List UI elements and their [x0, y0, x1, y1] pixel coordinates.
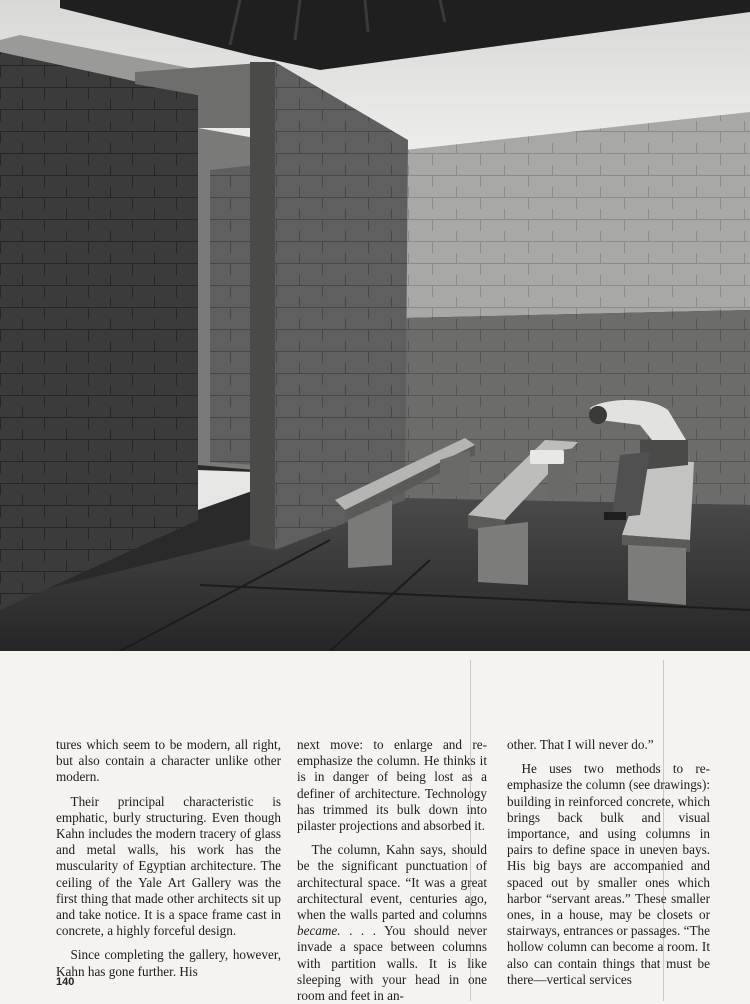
paragraph: Their principal characteristic is emphatic, burly structuring. Even though Kahn includes the modern tracery of glass and metal walls, his work has the muscularity of Egyptian architecture. The ceiling of the Yale Art Gallery was the first thing that made other architects sit up and take notice. It is a space frame cast in concrete, a highly forceful design.: [56, 793, 281, 939]
text-column-3: [507, 737, 710, 988]
text-column-2: [297, 737, 487, 1004]
page-number: 140: [56, 976, 75, 988]
paragraph-text: . . . You should never invade a space between columns with partition walls. It is like sleeping with your head in one room and feet in an-: [297, 923, 487, 1004]
paragraph: tures which seem to be modern, all right, but also contain a character unlike other modern.: [56, 737, 281, 785]
text-column-1: [56, 737, 281, 980]
paragraph-text: The column, Kahn says, should be the significant punctuation of architectural space. “It was a great architectural event, centuries ago, when the walls parted and columns: [297, 842, 487, 923]
emphasis-text: became.: [297, 923, 341, 939]
paragraph: next move: to enlarge and re-emphasize the column. He thinks it is in danger of being lost as a definer of architecture. Technology has trimmed its bulk down into pilaster projections and absorbed it.: [297, 737, 487, 834]
paragraph: He uses two methods to re-emphasize the column (see drawings): building in reinforced concrete, which brings back bulk and visual importance, and using columns in pairs to define space in uneven bays. His big bays are accompanied and spaced out by smaller ones which harbor “servant areas.” These smaller ones, in a house, may be closets or stairways, entrances or passages. “The hollow column can become a room. It also can contain things that must be there—vertical services: [507, 761, 710, 987]
paragraph: [297, 842, 487, 1004]
paragraph: other. That I will never do.”: [507, 737, 654, 752]
paragraph: Since completing the gallery, however, Kahn has gone further. His: [56, 947, 281, 979]
